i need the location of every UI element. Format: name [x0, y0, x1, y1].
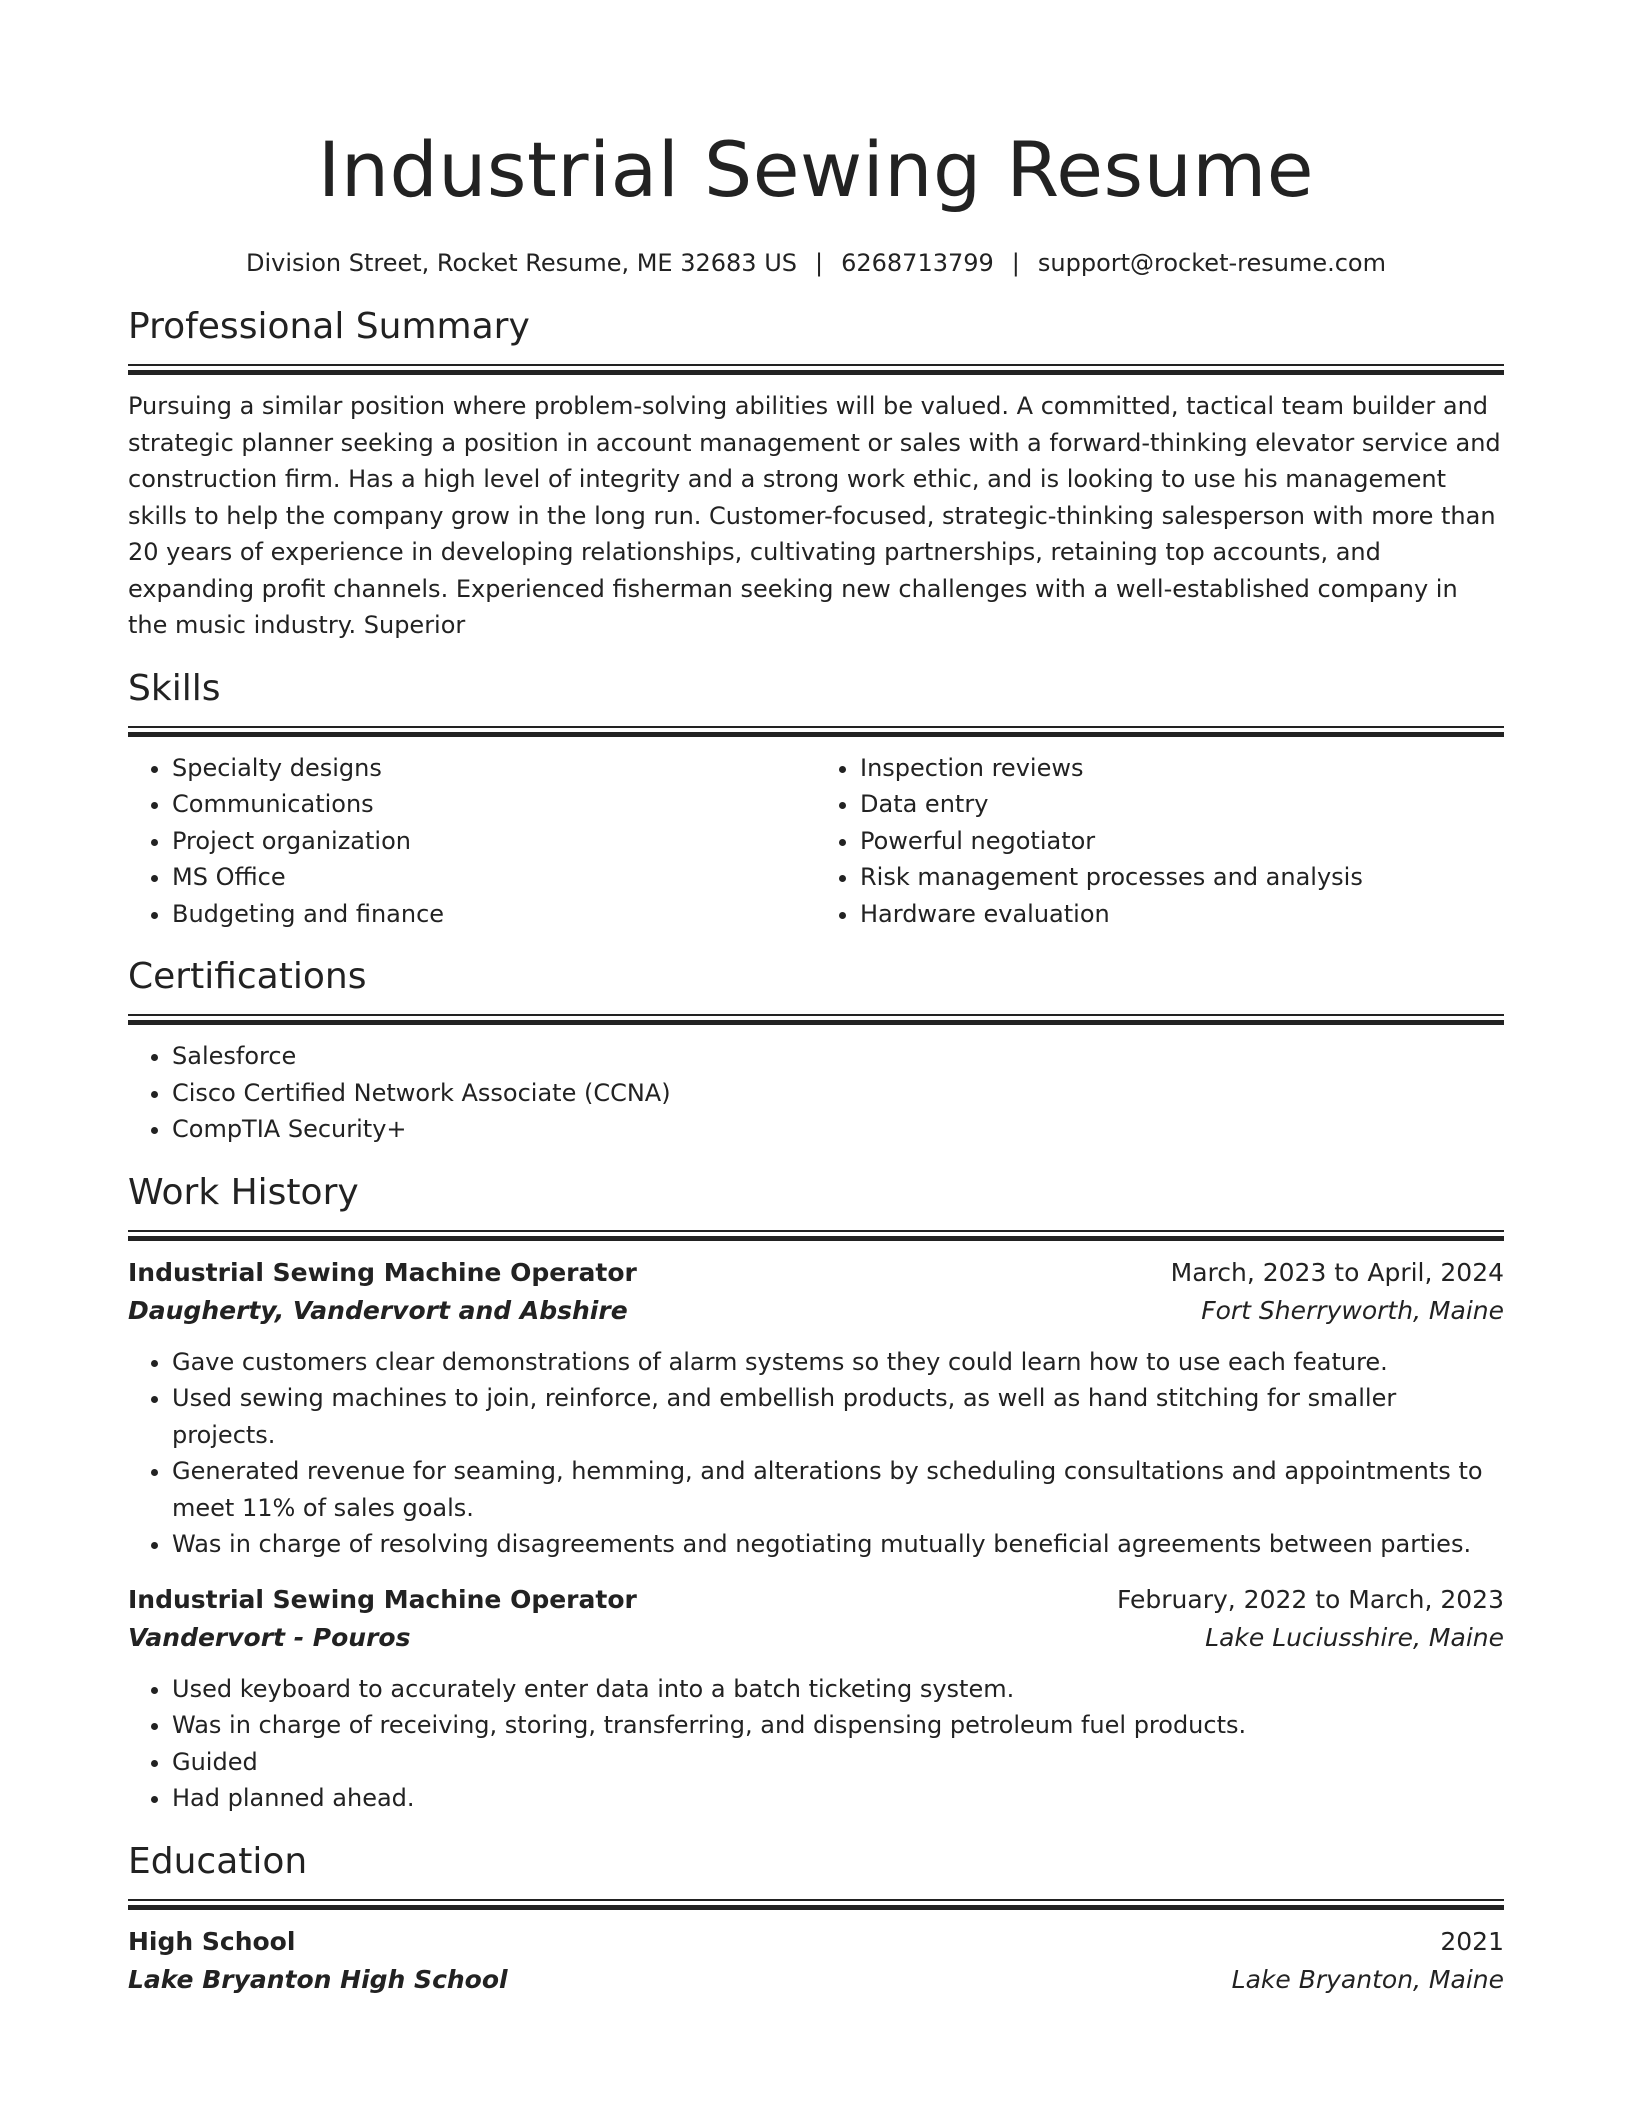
skill-item: • Budgeting and finance — [172, 896, 816, 933]
section-title-work-history: Work History — [128, 1171, 359, 1213]
certification-item: • CompTIA Security+ — [172, 1111, 1504, 1148]
section-title-summary: Professional Summary — [128, 306, 530, 347]
job-duty-item: • Guided — [172, 1744, 1504, 1781]
job-duty-item: • Generated revenue for seaming, hemming, and alterations by scheduling consultations and appointments to meet 11% of sales goals. — [172, 1453, 1504, 1526]
certifications-list — [128, 1038, 1504, 1148]
education-degree: High School — [128, 1926, 296, 1956]
skills-column-left — [128, 750, 816, 933]
section-title-certifications: Certifications — [128, 956, 367, 997]
education-school: Lake Bryanton High School — [128, 1964, 508, 1994]
contact-email: support@rocket-resume.com — [1037, 249, 1386, 277]
skill-item: • MS Office — [172, 859, 816, 896]
job-duties-list — [128, 1671, 1504, 1817]
section-title-skills: Skills — [128, 667, 221, 709]
job-header — [128, 1254, 1504, 1292]
section-divider — [128, 1899, 1504, 1909]
skill-item: • Communications — [172, 786, 816, 823]
certifications-section — [128, 954, 1504, 1148]
work-history-section — [128, 1170, 1504, 1817]
contact-separator: | — [1011, 249, 1020, 277]
skill-item: • Specialty designs — [172, 750, 816, 787]
job-duties-list — [128, 1344, 1504, 1563]
resume-name: Industrial Sewing Resume — [317, 125, 1315, 214]
skills-section — [128, 666, 1504, 933]
section-divider — [128, 1230, 1504, 1240]
job-dates: February, 2022 to March, 2023 — [1116, 1584, 1504, 1614]
contact-address: Division Street, Rocket Resume, ME 32683 US — [246, 249, 797, 277]
section-title-education: Education — [128, 1840, 308, 1882]
education-entry — [128, 1923, 1504, 1999]
certification-item: • Cisco Certified Network Associate (CCNA) — [172, 1075, 1504, 1112]
job-dates: March, 2023 to April, 2024 — [1170, 1257, 1504, 1287]
education-section — [128, 1839, 1504, 1999]
job-title: Industrial Sewing Machine Operator — [128, 1257, 637, 1287]
job-title: Industrial Sewing Machine Operator — [128, 1584, 637, 1614]
education-location: Lake Bryanton, Maine — [1231, 1964, 1504, 1994]
job-duty-item: • Was in charge of receiving, storing, transferring, and dispensing petroleum fuel products. — [172, 1707, 1504, 1744]
skill-item: • Risk management processes and analysis — [860, 859, 1504, 896]
education-subheader — [128, 1961, 1504, 1999]
contact-phone: 6268713799 — [841, 249, 994, 277]
job-company: Vandervort - Pouros — [128, 1622, 411, 1652]
skills-column-right — [816, 750, 1504, 933]
contact-line — [128, 248, 1504, 278]
job-duty-item: • Used keyboard to accurately enter data into a batch ticketing system. — [172, 1671, 1504, 1708]
skills-grid — [128, 750, 1504, 933]
job-entry — [128, 1254, 1504, 1563]
job-subheader — [128, 1292, 1504, 1330]
summary-text: Pursuing a similar position where problem-solving abilities will be valued. A committed, tactical team builder and strategic planner seeking a position in account management or sales with a forward-thinking elevator service and construction firm. Has a high level of integrity and a strong work ethic, and is looking to use his management skills to help the company grow in the long run. Customer-focused, strategic-thinking salesperson with more than 20 years of experience in developing relationships, cultivating partnerships, retaining top accounts, and expanding profit channels. Experienced fisherman seeking new challenges with a well-established company in the music industry. Superior — [128, 392, 1501, 639]
job-duty-item: • Used sewing machines to join, reinforce, and embellish products, as well as hand stitching for smaller projects. — [172, 1380, 1504, 1453]
contact-separator: | — [815, 249, 824, 277]
job-location: Fort Sherryworth, Maine — [1201, 1295, 1504, 1325]
job-duty-item: • Was in charge of resolving disagreements and negotiating mutually beneficial agreements between parties. — [172, 1526, 1504, 1563]
summary-section — [128, 304, 1504, 644]
job-duty-item: • Had planned ahead. — [172, 1780, 1504, 1817]
skills-list-right — [816, 750, 1504, 933]
education-header — [128, 1923, 1504, 1961]
job-duty-item: • Gave customers clear demonstrations of alarm systems so they could learn how to use each feature. — [172, 1344, 1504, 1381]
section-divider — [128, 726, 1504, 736]
skill-item: • Project organization — [172, 823, 816, 860]
job-entry — [128, 1581, 1504, 1817]
skill-item: • Powerful negotiator — [860, 823, 1504, 860]
skill-item: • Inspection reviews — [860, 750, 1504, 787]
skill-item: • Hardware evaluation — [860, 896, 1504, 933]
job-subheader — [128, 1619, 1504, 1657]
job-location: Lake Luciusshire, Maine — [1205, 1622, 1504, 1652]
certification-item: • Salesforce — [172, 1038, 1504, 1075]
job-company: Daugherty, Vandervort and Abshire — [128, 1295, 628, 1325]
skill-item: • Data entry — [860, 786, 1504, 823]
section-divider — [128, 1014, 1504, 1024]
education-year: 2021 — [1440, 1926, 1504, 1956]
skills-list-left — [128, 750, 816, 933]
section-divider — [128, 364, 1504, 374]
job-header — [128, 1581, 1504, 1619]
